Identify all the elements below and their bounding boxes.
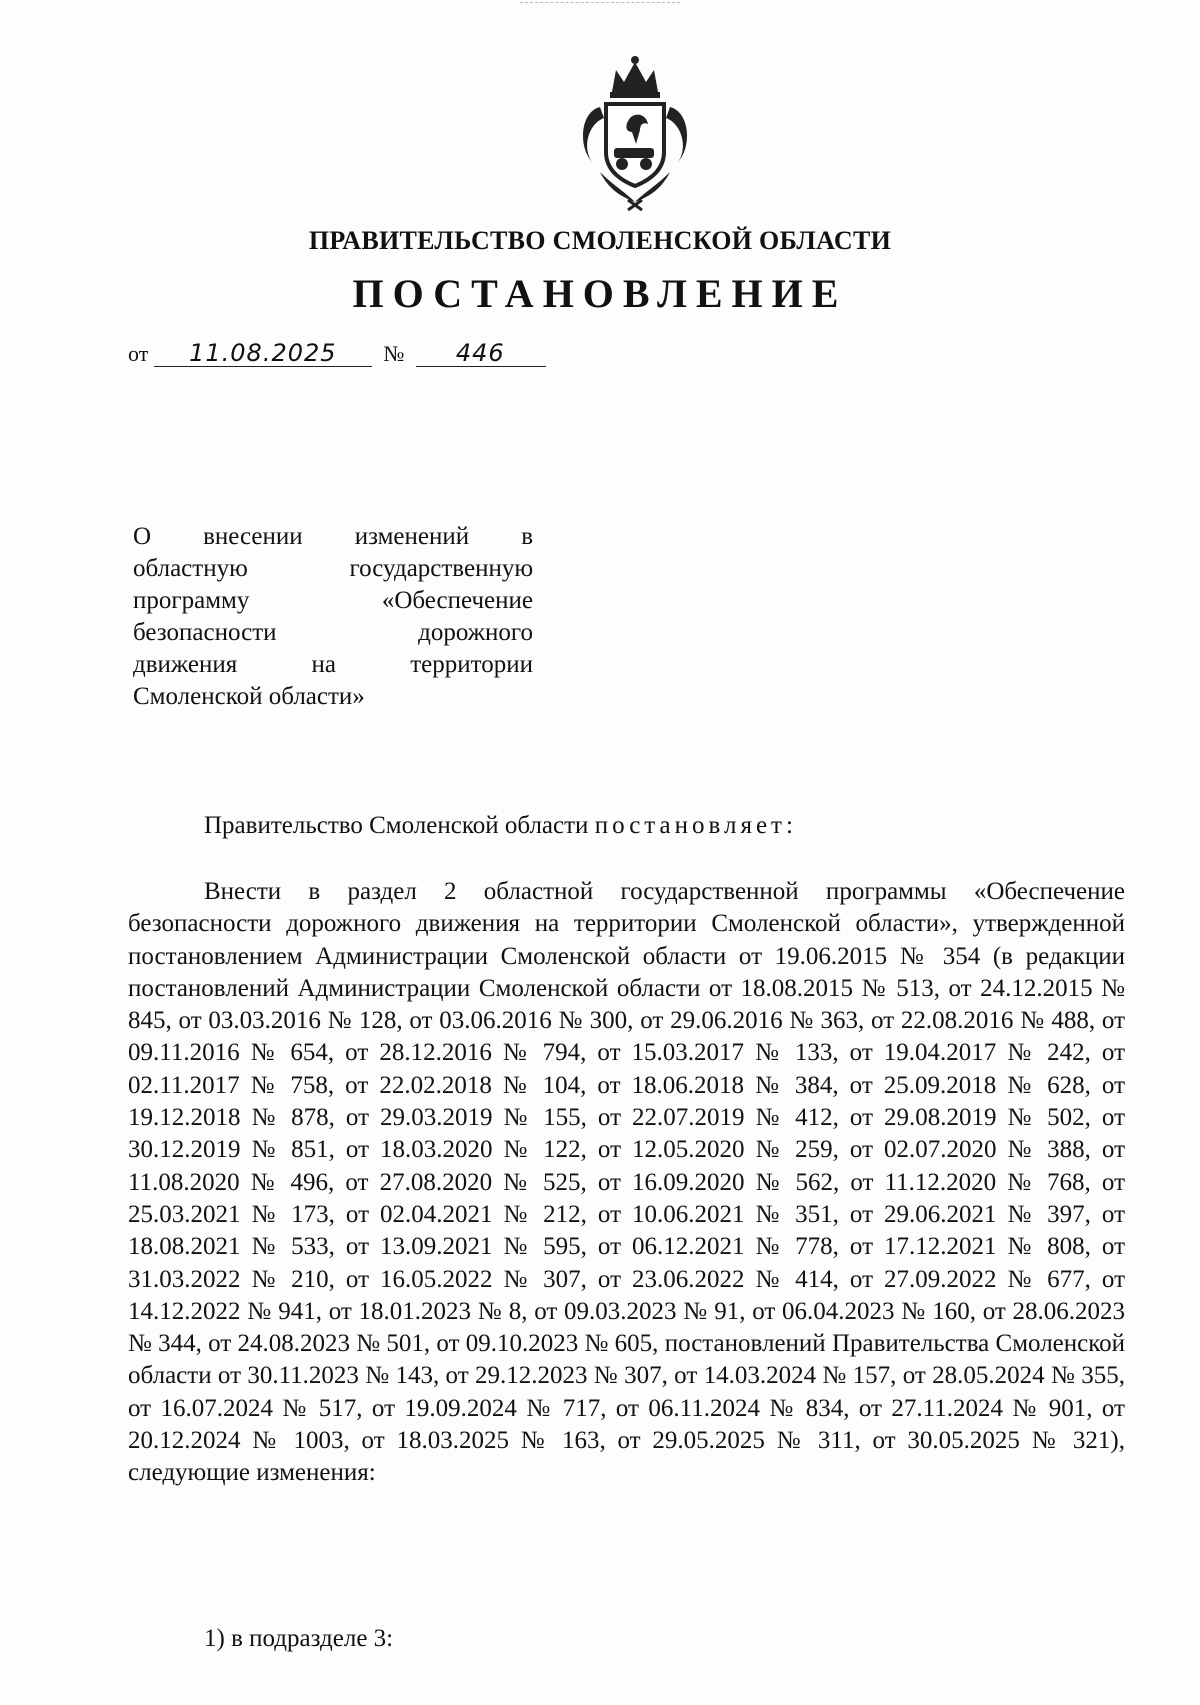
document-subject (133, 521, 533, 713)
document-type-title: ПОСТАНОВЛЕНИЕ (352, 271, 848, 316)
subject-line: областную государственную (133, 555, 533, 582)
resolution-prefix: Правительство Смоленской области (204, 812, 589, 839)
body-paragraph: Внести в раздел 2 областной государственной программы «Обеспечение безопасности дорожного движения на территории Смоленской области», утвержденной постановлением Администрации Смоленской области от 19.06.2015 № 354 (в редакции постановлений Администрации Смоленской области от 18.08.2015 № 513, от 24.12.2015 № 845, от 03.03.2016 № 128, от 03.06.2016 № 300, от 29.06.2016 № 363, от 22.08.2016 № 488, от 09.11.2016 № 654, от 28.12.2016 № 794, от 15.03.2017 № 133, от 19.04.2017 № 242, от 02.11.2017 № 758, от 22.02.2018 № 104, от 18.06.2018 № 384, от 25.09.2018 № 628, от 19.12.2018 № 878, от 29.03.2019 № 155, от 22.07.2019 № 412, от 29.08.2019 № 502, от 30.12.2019 № 851, от 18.03.2020 № 122, от 12.05.2020 № 259, от 02.07.2020 № 388, от 11.08.2020 № 496, от 27.08.2020 № 525, от 16.09.2020 № 562, от 11.12.2020 № 768, от 25.03.2021 № 173, от 02.04.2021 № 212, от 10.06.2021 № 351, от 29.06.2021 № 397, от 18.08.2021 № 533, от 13.09.2021 № 595, от 06.12.2021 № 778, от 17.12.2021 № 808, от 31.03.2022 № 210, от 16.05.2022 № 307, от 23.06.2022 № 414, от 27.09.2022 № 677, от 14.12.2022 № 941, от 18.01.2023 № 8, от 09.03.2023 № 91, от 06.04.2023 № 160, от 28.06.2023 № 344, от 24.08.2023 № 501, от 09.10.2023 № 605, постановлений Правительства Смоленской области от 30.11.2023 № 143, от 29.12.2023 № 307, от 14.03.2024 № 157, от 28.05.2024 № 355, от 16.07.2024 № 517, от 19.09.2024 № 717, от 06.11.2024 № 834, от 27.11.2024 № 901, от 20.12.2024 № 1003, от 18.03.2025 № 163, от 29.05.2025 № 311, от 30.05.2025 № 321), следующие изменения: (128, 878, 1125, 1487)
coat-of-arms-icon (570, 52, 700, 212)
government-title: ПРАВИТЕЛЬСТВО СМОЛЕНСКОЙ ОБЛАСТИ (308, 226, 892, 255)
scan-edge-mark (520, 2, 680, 3)
subject-line: движения на территории (133, 651, 533, 678)
resolution-clause (204, 812, 797, 840)
subject-line: безопасности дорожного (133, 619, 533, 646)
subject-line: О внесении изменений в (133, 523, 533, 550)
list-item: 1) в подразделе 3: (204, 1625, 394, 1652)
number-label: № (383, 341, 405, 366)
date-from-label: от (128, 341, 149, 366)
resolution-verb: постановляет: (594, 812, 797, 839)
subject-line: Смоленской области» (133, 683, 365, 710)
handwritten-date: 11.08.2025 (154, 340, 372, 367)
handwritten-number: 446 (416, 340, 546, 367)
date-number-line (128, 340, 546, 367)
subject-line: программу «Обеспечение (133, 587, 533, 614)
